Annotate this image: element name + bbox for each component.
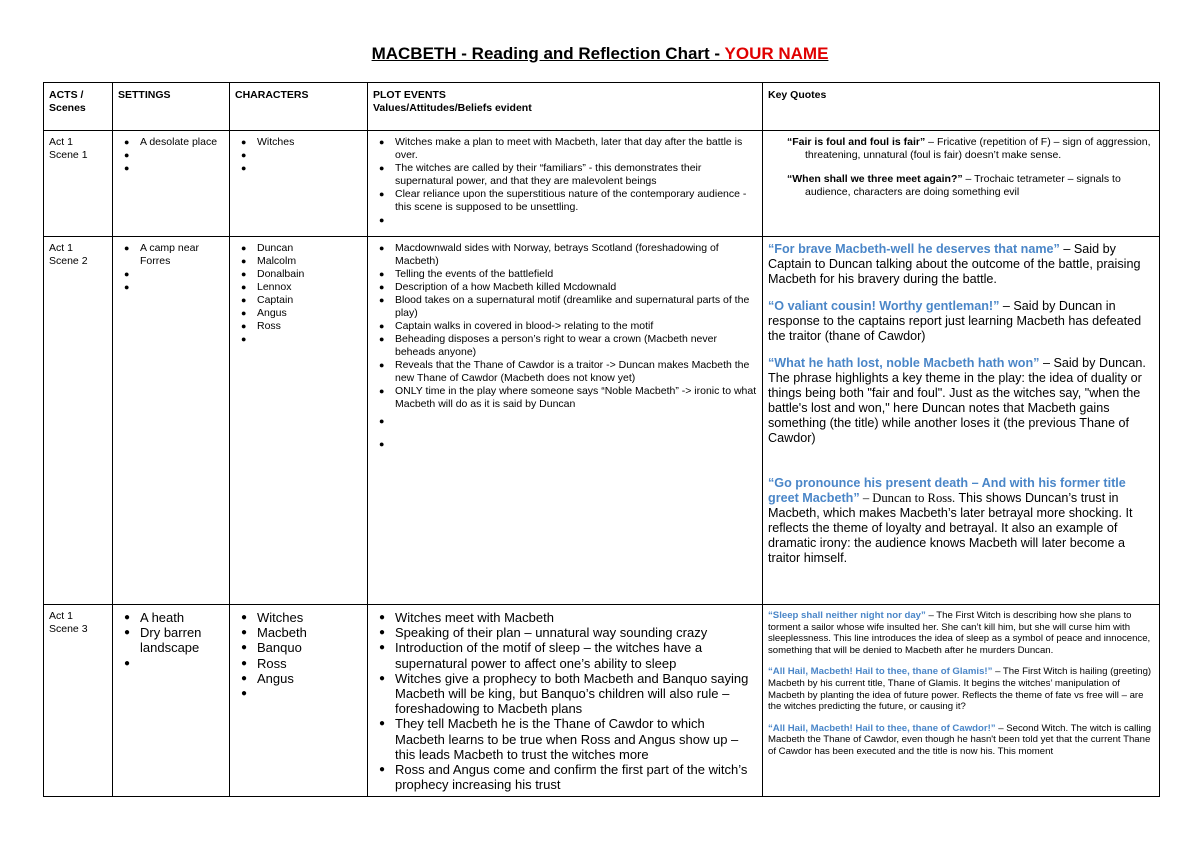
table-row [44, 131, 1160, 237]
settings-cell[interactable] [113, 605, 230, 797]
plot-cell[interactable] [368, 131, 763, 237]
list-item [257, 149, 362, 162]
quote-item: “When shall we three meet again?” – Trochaic tetrameter – signals to audience, characters are doing something evil [787, 173, 1121, 198]
header-settings: SETTINGS [113, 83, 230, 131]
list-item: ● Lennox [257, 281, 362, 294]
header-quotes: Key Quotes [763, 83, 1160, 131]
list-item: ● Witches meet with Macbeth [395, 610, 757, 625]
quotes-cell[interactable] [763, 131, 1160, 237]
plot-cell[interactable] [368, 605, 763, 797]
quote-item: “For brave Macbeth-well he deserves that name” – Said by Captain to Duncan talking about the outcome of the battle, praising Macbeth for his bravery during the battle. [768, 242, 1141, 286]
list-item: ● Donalbain [257, 268, 362, 281]
header-acts: ACTS / Scenes [44, 83, 113, 131]
quote-item: “Go pronounce his present death – And with his former title greet Macbeth” – Duncan to Ross. This shows Duncan’s trust in Macbeth, which makes Macbeth’s later betrayal more shocking. It reflects the theme of loyalty and betrayal. It also an example of dramatic irony: the audience knows Macbeth will later become a traitor himself. [768, 476, 1133, 565]
list-item: ● Beheading disposes a person’s right to wear a crown (Macbeth never beheads anyone) [395, 333, 757, 359]
list-item: ● Captain walks in covered in blood-> relating to the motif [395, 320, 757, 333]
list-item [257, 162, 362, 175]
list-item: ● Introduction of the motif of sleep – the witches have a supernatural power to affect one’s ability to sleep [395, 640, 757, 670]
list-item: ● Description of a how Macbeth killed Mcdownald [395, 281, 757, 294]
quote-item: “All Hail, Macbeth! Hail to thee, thane of Glamis!” – The First Witch is hailing (greeting) Macbeth by his current title, Thane of Glamis. It begins the witches’ manipulation of Macbeth by planting the idea of future power. Reflects the theme of fate vs free will – are the witches predicting the future, or causing it? [768, 666, 1152, 713]
act-cell: Act 1 Scene 3 [44, 605, 113, 797]
list-item: ● Macbeth [257, 625, 362, 640]
list-item: ● The witches are called by their “familiars” - this demonstrates their supernatural power, and that they are malevolent beings [395, 162, 757, 188]
list-item: ● Banquo [257, 640, 362, 655]
list-item: ● Ross [257, 320, 362, 333]
settings-cell[interactable] [113, 131, 230, 237]
header-plot: PLOT EVENTS Values/Attitudes/Beliefs evident [368, 83, 763, 131]
act-cell: Act 1 Scene 1 [44, 131, 113, 237]
quote-item: “Fair is foul and foul is fair” – Fricative (repetition of F) – sign of aggression, threatening, unnatural (foul is fair) doesn’t make sense. [787, 136, 1151, 161]
list-item: ● Angus [257, 671, 362, 686]
list-item: ● Ross [257, 656, 362, 671]
list-item [395, 214, 757, 227]
table-row [44, 605, 1160, 797]
list-item: ● Reveals that the Thane of Cawdor is a traitor -> Duncan makes Macbeth the new Thane of Cawdor (Macbeth does not know yet) [395, 359, 757, 385]
characters-cell[interactable] [230, 131, 368, 237]
list-item [257, 686, 362, 699]
list-item: ● They tell Macbeth he is the Thane of Cawdor to which Macbeth learns to be true when Ross and Angus show up – this leads Macbeth to trust the witches more [395, 716, 757, 762]
settings-cell[interactable] [113, 237, 230, 605]
table-row [44, 237, 1160, 605]
list-item: ● Blood takes on a supernatural motif (dreamlike and supernatural parts of the play) [395, 294, 757, 320]
list-item: ● Ross and Angus come and confirm the first part of the witch’s prophecy increasing his trust [395, 762, 757, 792]
characters-cell[interactable] [230, 237, 368, 605]
list-item: ● Witches give a prophecy to both Macbeth and Banquo saying Macbeth will be king, but Banquo’s children will also rule – foreshadowing to Macbeth plans [395, 671, 757, 717]
list-item [140, 281, 224, 294]
characters-cell[interactable] [230, 605, 368, 797]
list-item [257, 333, 362, 346]
quote-item: “O valiant cousin! Worthy gentleman!” – Said by Duncan in response to the captains report just learning Macbeth has defeated the traitor (thane of Cawdor) [768, 299, 1142, 343]
list-item: ● Speaking of their plan – unnatural way sounding crazy [395, 625, 757, 640]
quote-item: “What he hath lost, noble Macbeth hath won” – Said by Duncan. The phrase highlights a key theme in the play: the idea of duality or things being both "fair and foul". Just as the witches say, "when the battle's lost and won," here Duncan notes that Macbeth gains something (the title) while another loses it (the previous Thane of Cawdor) [768, 356, 1146, 445]
list-item: ● Telling the events of the battlefield [395, 268, 757, 281]
list-item [395, 415, 757, 428]
quotes-cell[interactable] [763, 237, 1160, 605]
list-item: ● Captain [257, 294, 362, 307]
list-item: ● ONLY time in the play where someone says “Noble Macbeth” -> ironic to what Macbeth will do as it is said by Duncan [395, 385, 757, 411]
plot-cell[interactable] [368, 237, 763, 605]
quotes-cell[interactable] [763, 605, 1160, 797]
reflection-chart [43, 82, 1160, 797]
quote-item: “Sleep shall neither night nor day” – The First Witch is describing how she plans to torment a sailor whose wife insulted her. She can’t kill him, but she will curse him with sleeplessness. This line introduces the idea of sleep as a symbol of peace and innocence, something that will be denied to Macbeth after he murders Duncan. [768, 610, 1151, 656]
list-item: ● A heath [140, 610, 224, 625]
list-item [140, 162, 224, 175]
title-name[interactable]: YOUR NAME [724, 44, 829, 63]
list-item: ● Witches [257, 610, 362, 625]
title-text: MACBETH - Reading and Reflection Chart - [371, 44, 725, 63]
page-title [0, 44, 1200, 64]
list-item: ● Witches make a plan to meet with Macbeth, later that day after the battle is over. [395, 136, 757, 162]
list-item: ● Malcolm [257, 255, 362, 268]
list-item: ● Witches [257, 136, 362, 149]
list-item: ● Duncan [257, 242, 362, 255]
list-item: ● Macdownwald sides with Norway, betrays Scotland (foreshadowing of Macbeth) [395, 242, 757, 268]
header-characters: CHARACTERS [230, 83, 368, 131]
list-item [140, 149, 224, 162]
quote-item: “All Hail, Macbeth! Hail to thee, thane of Cawdor!” – Second Witch. The witch is calling Macbeth the Thane of Cawdor, even though he hasn't been told yet that the current Thane of Cawdor has been executed and the title is now his. This moment [768, 722, 1152, 757]
list-item [140, 268, 224, 281]
header-row [44, 83, 1160, 131]
list-item: ● A desolate place [140, 136, 224, 149]
list-item: ● A camp near Forres [140, 242, 224, 268]
list-item: ● Angus [257, 307, 362, 320]
act-cell: Act 1 Scene 2 [44, 237, 113, 605]
list-item: ● Dry barren landscape [140, 625, 224, 655]
list-item [140, 656, 224, 669]
list-item: ● Clear reliance upon the superstitious nature of the contemporary audience - this scene is supposed to be unsettling. [395, 188, 757, 214]
list-item [395, 438, 757, 451]
